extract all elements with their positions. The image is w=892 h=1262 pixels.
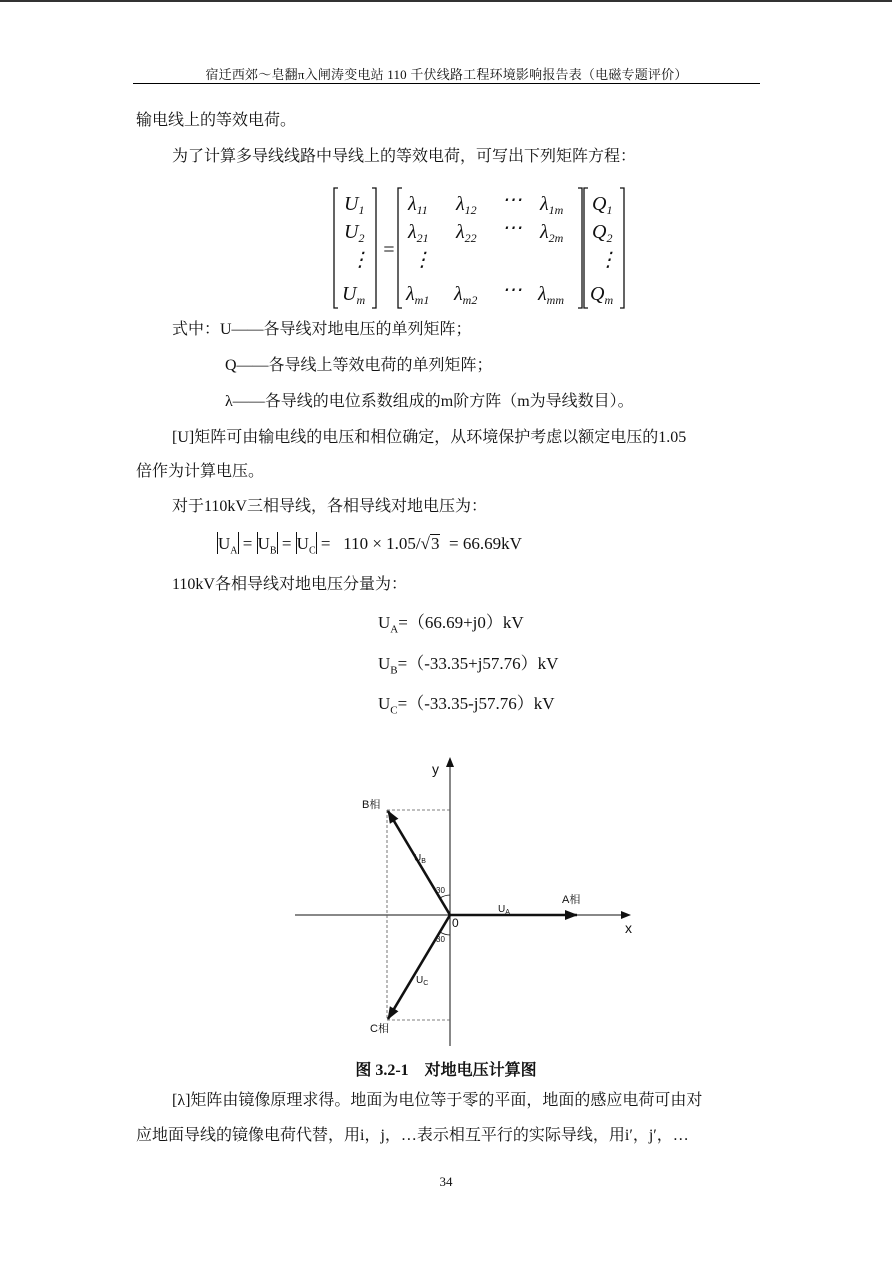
lambda-1m: $\lambda_{1m}$: [540, 193, 564, 217]
u-1: $U_1$: [344, 193, 365, 217]
equals-sign: =: [382, 239, 396, 261]
angle-top-label: 30: [436, 886, 445, 895]
u-m: $U_m$: [342, 283, 366, 307]
u-dots: ⋮: [350, 249, 370, 271]
q-1: $Q_1$: [592, 193, 613, 217]
where-q: Q——各导线上等效电荷的单列矩阵；: [225, 357, 493, 374]
lambda-12: $\lambda_{12}$: [456, 193, 477, 217]
phasor-diagram-svg: [290, 750, 640, 1050]
lambda-m2: $\lambda_{m2}$: [454, 283, 478, 307]
paragraph-3-line-1: [U]矩阵可由输电线的电压和相位确定，从环境保护考虑以额定电压的1.05: [172, 429, 687, 446]
paragraph-3-line-2: 倍作为计算电压。: [136, 463, 265, 480]
y-axis-label: y: [432, 761, 439, 777]
header-rule: [133, 83, 760, 84]
uc-phasor: [388, 915, 450, 1019]
lambda-mm: $\lambda_{mm}$: [538, 283, 565, 307]
lambda-11: $\lambda_{11}$: [408, 193, 428, 217]
page-number: 34: [439, 1174, 453, 1189]
matrix-equation-svg: [330, 186, 630, 312]
u-2: $U_2$: [344, 221, 365, 245]
ua-label: $U_A$: [498, 904, 510, 916]
x-axis-label: x: [625, 920, 632, 936]
b-phase-label: B相: [362, 799, 381, 811]
origin-label: 0: [452, 916, 459, 930]
top-border: [0, 0, 892, 2]
paragraph-5: 110kV各相导线对地电压分量为：: [172, 576, 407, 593]
q-dots: ⋮: [598, 249, 618, 271]
lambda-22: $\lambda_{22}$: [456, 221, 477, 245]
figure-caption: 图 3.2-1 对地电压计算图: [355, 1062, 537, 1079]
paragraph-2: 为了计算多导线线路中导线上的等效电荷，可写出下列矩阵方程：: [172, 148, 637, 165]
uc-component: $U_C=(-33.35-j57.76)kV$: [378, 694, 555, 717]
ua-component: $U_A=(66.69+j0)kV$: [378, 613, 524, 636]
ub-label: $U_B$: [414, 853, 426, 865]
where-u: 式中：U——各导线对地电压的单列矩阵；: [172, 321, 472, 338]
paragraph-1: 输电线上的等效电荷。: [136, 112, 297, 129]
q-2: $Q_2$: [592, 221, 613, 245]
paragraph-6-line-1: [λ]矩阵由镜像原理求得。地面为电位等于零的平面，地面的感应电荷可由对: [172, 1092, 703, 1109]
angle-bottom-label: 30: [436, 935, 445, 944]
dots-row2: ⋯: [502, 217, 522, 239]
c-phase-label: C相: [370, 1023, 389, 1035]
q-m: $Q_m$: [590, 283, 614, 307]
paragraph-4: 对于110kV三相导线，各相导线对地电压为：: [172, 498, 487, 515]
voltage-magnitude-equation: $U_A = U_B = U_C$ = 110 × 1.05/√3 = 66.69kV: [218, 534, 522, 557]
matrix-equation: [330, 186, 630, 317]
lambda-m1: $\lambda_{m1}$: [406, 283, 430, 307]
uc-label: $U_C$: [416, 975, 429, 987]
lambda-21: $\lambda_{21}$: [408, 221, 429, 245]
dots-row1: ⋯: [502, 189, 522, 211]
ub-component: $U_B=(-33.35+j57.76)kV$: [378, 654, 559, 677]
a-phase-label: A相: [562, 894, 581, 906]
paragraph-6-line-2: 应地面导线的镜像电荷代替，用i，j，…表示相互平行的实际导线，用i′，j′，…: [136, 1127, 689, 1144]
phasor-diagram: [290, 750, 640, 1055]
lambda-vdots: ⋮: [412, 249, 432, 271]
dots-row4: ⋯: [502, 279, 522, 301]
lambda-2m: $\lambda_{2m}$: [540, 221, 564, 245]
page-header: 宿迁西郊～皂翻π入闸涛变电站 110 千伏线路工程环境影响报告表（电磁专题评价）: [205, 67, 688, 82]
where-lambda: λ——各导线的电位系数组成的m阶方阵（m为导线数目）。: [225, 393, 634, 410]
